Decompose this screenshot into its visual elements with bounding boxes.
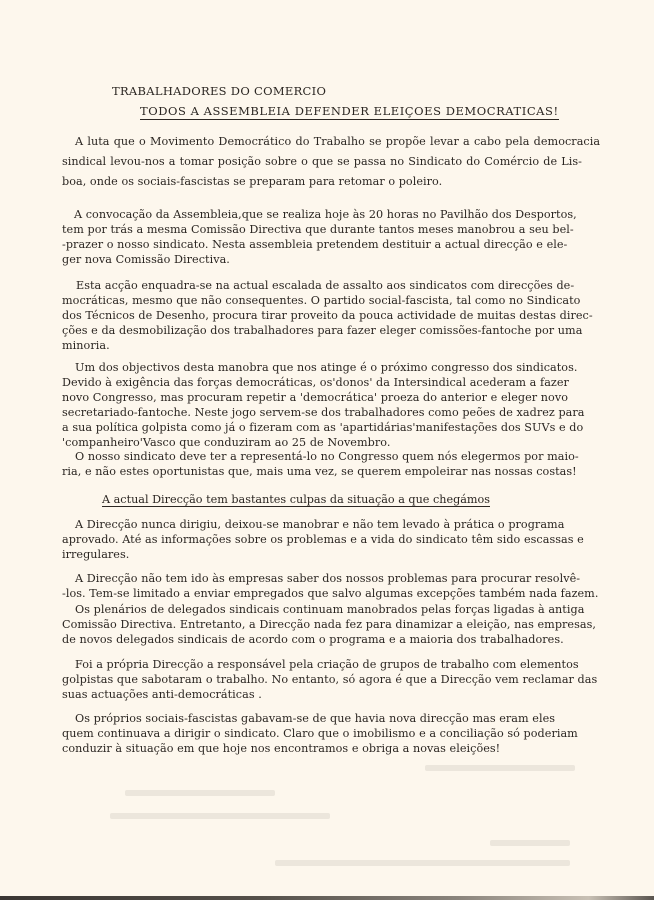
bleed-through-mark (425, 765, 575, 771)
paragraph-line: Um dos objectivos desta manobra que nos atinge é o próximo congresso dos sindicatos. (75, 361, 578, 374)
document-title: TRABALHADORES DO COMERCIO (112, 84, 327, 98)
paragraph-line: O nosso sindicato deve ter a representá-lo no Congresso quem nós elegermos por maio- (75, 450, 579, 463)
section-subheading: A actual Direcção tem bastantes culpas da situação a que chegámos (102, 493, 490, 506)
paragraph-line: Esta acção enquadra-se na actual escalada de assalto aos sindicatos com direcções de- (76, 279, 575, 292)
paragraph-line: secretariado-fantoche. Neste jogo servem-se dos trabalhadores como peões de xadrez para (62, 406, 585, 419)
paragraph-line: A convocação da Assembleia,que se realiza hoje às 20 horas no Pavilhão dos Desportos, (74, 208, 577, 221)
paragraph-line: dos Técnicos de Desenho, procura tirar proveito da pouca actividade de muitas destas direc- (62, 309, 593, 322)
paragraph-line: suas actuações anti-democráticas . (62, 688, 262, 701)
paragraph-line: tem por trás a mesma Comissão Directiva que durante tantos meses manobrou a seu bel- (62, 223, 574, 236)
paragraph-line: sindical levou-nos a tomar posição sobre o que se passa no Sindicato do Comércio de Lis- (62, 155, 582, 168)
bleed-through-mark (110, 813, 330, 819)
paragraph-line: quem continuava a dirigir o sindicato. Claro que o imobilismo e a conciliação só poderiam (62, 727, 578, 740)
bleed-through-mark (275, 860, 570, 866)
paragraph-line: aprovado. Até as informações sobre os problemas e a vida do sindicato têm sido escassas e (62, 533, 584, 546)
page-edge-shadow (0, 896, 654, 900)
paragraph-line: ções e da desmobilização dos trabalhadores para fazer eleger comissões-fantoche por uma (62, 324, 583, 337)
paragraph-line: -prazer o nosso sindicato. Nesta assembleia pretendem destituir a actual direcção e ele- (62, 238, 568, 251)
paragraph-line: Devido à exigência das forças democráticas, os'donos' da Intersindical acederam a fazer (62, 376, 569, 389)
paragraph-line: A Direcção não tem ido às empresas saber dos nossos problemas para procurar resolvê- (75, 572, 581, 585)
paragraph-line: golpistas que sabotaram o trabalho. No entanto, só agora é que a Direcção vem reclamar das (62, 673, 598, 686)
paragraph-line: A luta que o Movimento Democrático do Trabalho se propõe levar a cabo pela democracia (75, 135, 601, 148)
paragraph-line: ger nova Comissão Directiva. (62, 253, 230, 266)
paragraph-line: A Direcção nunca dirigiu, deixou-se manobrar e não tem levado à prática o programa (75, 518, 565, 531)
paragraph-line: Foi a própria Direcção a responsável pela criação de grupos de trabalho com elementos (75, 658, 579, 671)
document-headline: TODOS A ASSEMBLEIA DEFENDER ELEIÇOES DEMOCRATICAS! (140, 104, 559, 118)
paragraph-line: Os próprios sociais-fascistas gabavam-se de que havia nova direcção mas eram eles (75, 712, 556, 725)
paragraph-line: irregulares. (62, 548, 130, 561)
paragraph-line: ria, e não estes oportunistas que, mais uma vez, se querem empoleirar nas nossas costas! (62, 465, 577, 478)
paragraph-line: novo Congresso, mas procuram repetir a 'democrática' proeza do anterior e eleger novo (62, 391, 568, 404)
paragraph-line: Comissão Directiva. Entretanto, a Direcção nada fez para dinamizar a eleição, nas empresas, (62, 618, 597, 631)
paragraph-line: 'companheiro'Vasco que conduziram ao 25 de Novembro. (62, 436, 391, 449)
paragraph-line: -los. Tem-se limitado a enviar empregados que salvo algumas excepções também nada fazem. (62, 587, 599, 600)
paragraph-line: de novos delegados sindicais de acordo com o programa e a maioria dos trabalhadores. (62, 633, 564, 646)
paragraph-line: Os plenários de delegados sindicais continuam manobrados pelas forças ligadas à antiga (75, 603, 585, 616)
paragraph-line: boa, onde os sociais-fascistas se preparam para retomar o poleiro. (62, 175, 443, 188)
paragraph-line: minoria. (62, 339, 110, 352)
bleed-through-mark (125, 790, 275, 796)
paragraph-line: mocráticas, mesmo que não consequentes. O partido social-fascista, tal como no Sindicato (62, 294, 581, 307)
paragraph-line: conduzir à situação em que hoje nos encontramos e obriga a novas eleições! (62, 742, 501, 755)
bleed-through-mark (490, 840, 570, 846)
paragraph-line: a sua política golpista como já o fizeram com as 'apartidárias'manifestações dos SUVs e do (62, 421, 584, 434)
